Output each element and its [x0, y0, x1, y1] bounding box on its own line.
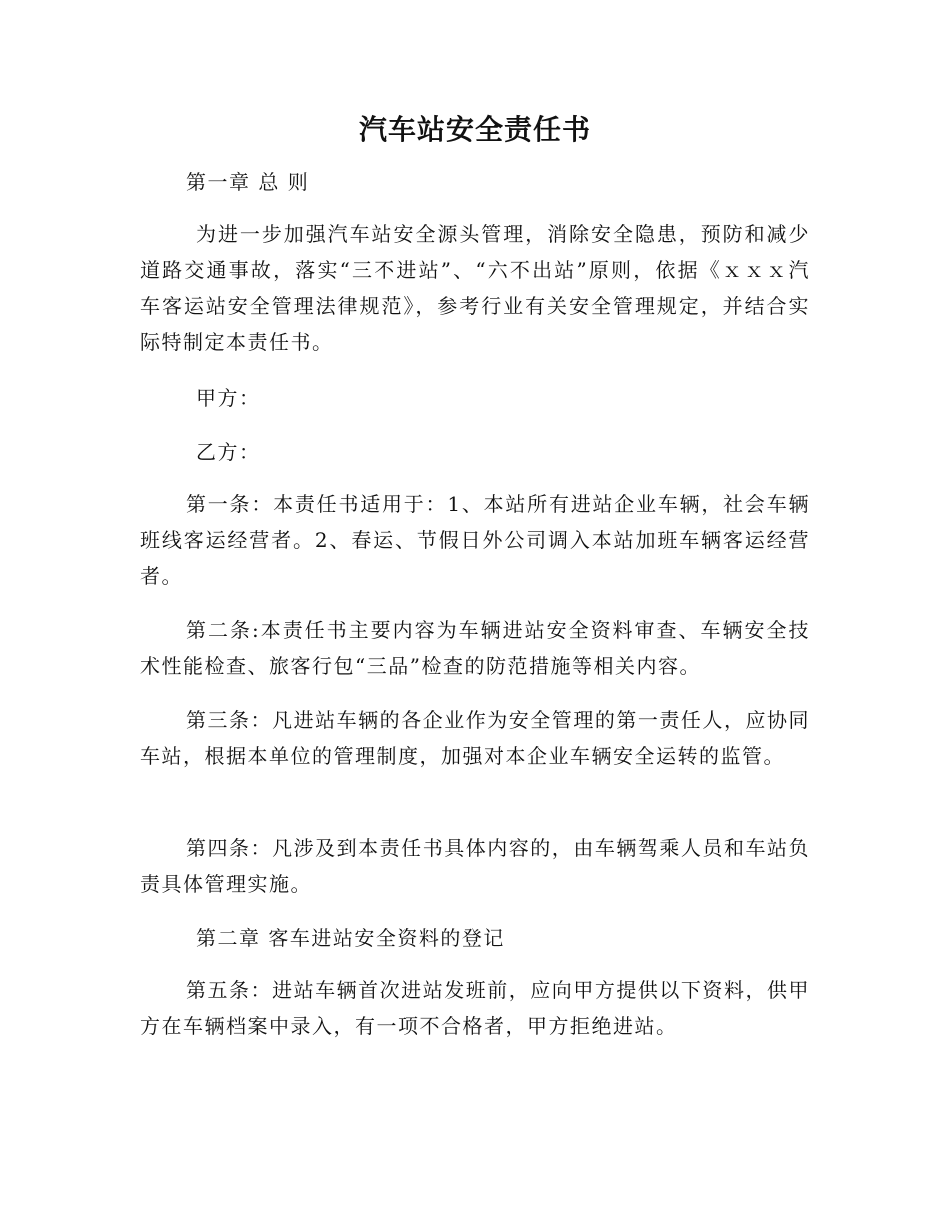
document-title: 汽车站安全责任书 — [358, 113, 591, 146]
article-3: 第三条：凡进站车辆的各企业作为安全管理的第一责任人，应协同车站，根据本单位的管理制度，加强对本企业车辆安全运转的监管。 — [140, 708, 810, 768]
chapter-2-heading: 第二章 客车进站安全资料的登记 — [196, 926, 505, 950]
article-2: 第二条:本责任书主要内容为车辆进站安全资料审查、车辆安全技术性能检查、旅客行包“三品”检查的防范措施等相关内容。 — [140, 618, 810, 678]
party-b-label: 乙方： — [196, 440, 261, 464]
party-a-label: 甲方： — [196, 386, 261, 410]
article-1: 第一条：本责任书适用于：1、本站所有进站企业车辆，社会车辆班线客运经营者。2、春运、节假日外公司调入本站加班车辆客运经营者。 — [140, 492, 810, 588]
chapter-1-heading: 第一章 总 则 — [186, 170, 310, 194]
article-4: 第四条：凡涉及到本责任书具体内容的，由车辆驾乘人员和车站负责具体管理实施。 — [140, 836, 810, 896]
article-5: 第五条：进站车辆首次进站发班前，应向甲方提供以下资料，供甲方在车辆档案中录入，有一项不合格者，甲方拒绝进站。 — [140, 978, 810, 1038]
intro-paragraph: 为进一步加强汽车站安全源头管理，消除安全隐患，预防和减少道路交通事故，落实“三不进站”、“六不出站”原则，依据《ｘｘｘ汽车客运站安全管理法律规范》，参考行业有关安全管理规定，并结合实际特制定本责任书。 — [140, 222, 810, 354]
